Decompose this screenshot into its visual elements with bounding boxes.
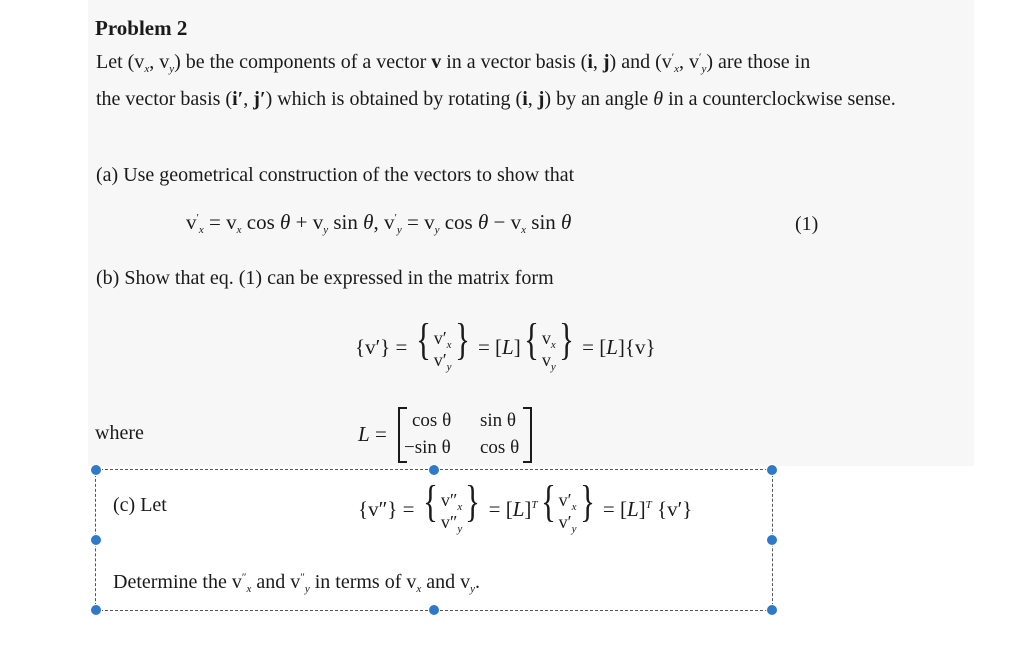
resize-handle-middle-left[interactable] bbox=[90, 534, 102, 546]
where-label: where bbox=[95, 422, 144, 444]
resize-handle-top-left[interactable] bbox=[90, 464, 102, 476]
resize-handle-bottom-right[interactable] bbox=[766, 604, 778, 616]
resize-handle-bottom-center[interactable] bbox=[428, 604, 440, 616]
matrix-L bbox=[398, 407, 532, 463]
equation-number: (1) bbox=[795, 213, 819, 235]
resize-handle-middle-right[interactable] bbox=[766, 534, 778, 546]
matrix-cell: sin θ bbox=[480, 410, 517, 431]
intro-line-2: the vector basis (i′, j′) which is obtained by rotating (i, j) by an angle θ in a counterclockwise sense. bbox=[96, 88, 896, 110]
determine-text: Determine the $v''_x$ and $v''_y$ in terms of $v_x$ and $v_y$. bbox=[113, 571, 481, 595]
matrix-cell: cos θ bbox=[480, 437, 520, 458]
part-a-text: (a) Use geometrical construction of the vectors to show that bbox=[96, 164, 575, 186]
matrix-L-label: L = bbox=[358, 422, 387, 446]
part-c-label: (c) Let bbox=[113, 494, 167, 516]
matrix-cell: cos θ bbox=[412, 410, 452, 431]
matrix-form-equation: {v′} = { $v'_x$ $v'_y$ } = [L]{ $v_x$ $v_y$ } = [L]{v} bbox=[355, 315, 656, 374]
resize-handle-top-center[interactable] bbox=[428, 464, 440, 476]
intro-line-1: Let ($v_x$, $v_y$) be the components of a vector v in a vector basis (i, j) and ($v'_x$, $v'_y$) are those in bbox=[96, 51, 811, 75]
problem-title: Problem 2 bbox=[95, 16, 188, 40]
part-b-text: (b) Show that eq. (1) can be expressed in the matrix form bbox=[96, 267, 554, 289]
transpose-equation: {v″} = { $v''_x$ $v''_y$ } = $[L]^T${ $v'_x$ $v'_y$ } = $[L]^T$ {v′} bbox=[358, 477, 693, 536]
equation-1: $v'_x = v_x$ $\cos \theta + v_y$ sin θ, $v'_y = v_y$ $\cos \theta - v_x$ sin θ bbox=[186, 210, 572, 236]
selected-text-box[interactable] bbox=[95, 469, 773, 611]
resize-handle-top-right[interactable] bbox=[766, 464, 778, 476]
resize-handle-bottom-left[interactable] bbox=[90, 604, 102, 616]
matrix-cell: −sin θ bbox=[404, 437, 451, 458]
